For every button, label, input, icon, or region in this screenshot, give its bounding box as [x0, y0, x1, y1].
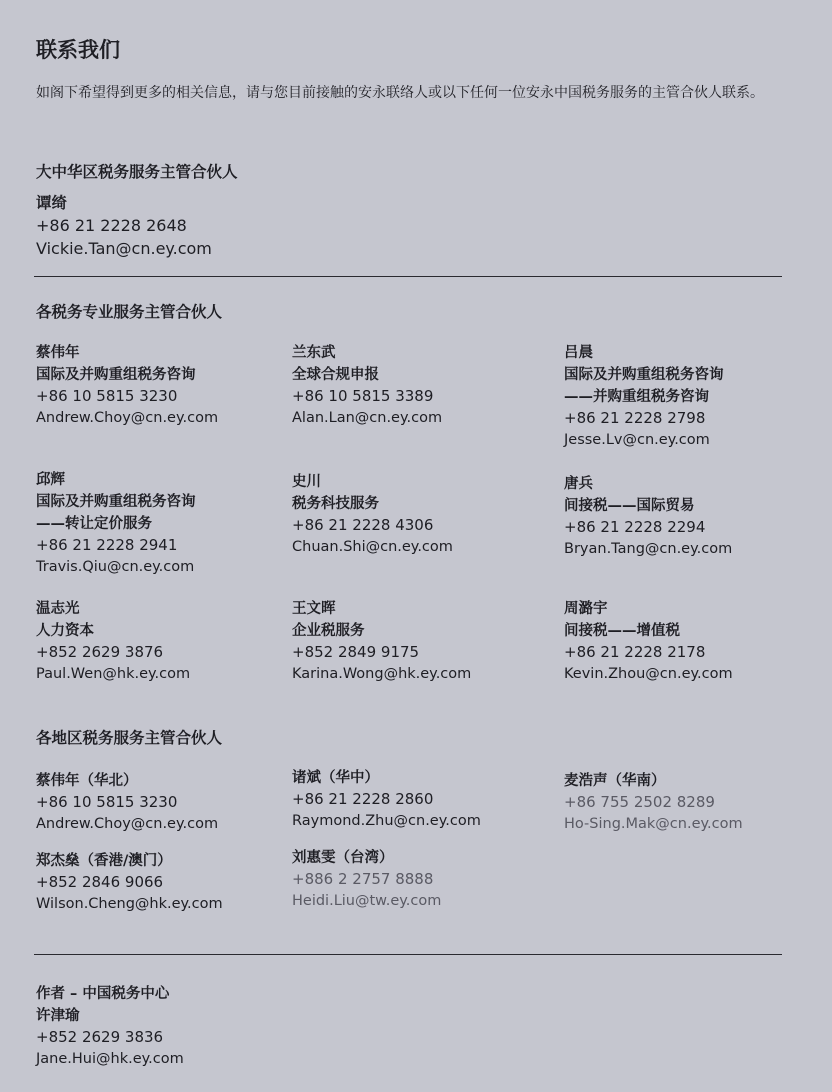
contact-name: 兰东武	[292, 345, 336, 361]
contact-phone: +852 2849 9175	[292, 643, 420, 661]
contact-name: 郑杰燊（香港/澳门）	[36, 853, 172, 869]
contact-role: ——并购重组税务咨询	[564, 389, 709, 405]
contact-name: 唐兵	[564, 476, 593, 492]
contact-role: 间接税——增值税	[564, 623, 680, 639]
contact-email[interactable]: Ho-Sing.Mak@cn.ey.com	[564, 815, 743, 832]
specialty-contact	[36, 469, 196, 578]
contact-email[interactable]: Travis.Qiu@cn.ey.com	[36, 558, 195, 575]
regional-heading: 各地区税务服务主管合伙人	[36, 729, 223, 747]
specialty-contact	[292, 471, 453, 558]
contact-phone: +86 21 2228 4306	[292, 516, 434, 534]
specialty-contact	[564, 342, 724, 451]
contact-role: 企业税服务	[292, 623, 365, 639]
contact-email[interactable]: Bryan.Tang@cn.ey.com	[564, 540, 733, 557]
contact-phone: +852 2629 3876	[36, 643, 164, 661]
contact-email[interactable]: Vickie.Tan@cn.ey.com	[36, 239, 212, 258]
contact-name: 王文晖	[292, 601, 336, 617]
author-name: 许津瑜	[36, 1008, 80, 1024]
contact-email[interactable]: Alan.Lan@cn.ey.com	[292, 409, 443, 426]
regional-contact	[292, 847, 441, 912]
contact-phone: +886 2 2757 8888	[292, 870, 434, 888]
contact-phone: +86 21 2228 2178	[564, 643, 706, 661]
contact-role: 国际及并购重组税务咨询	[564, 367, 724, 383]
contact-email[interactable]: Andrew.Choy@cn.ey.com	[36, 815, 219, 832]
contact-name: 吕晨	[564, 345, 593, 361]
page-title: 联系我们	[36, 38, 120, 62]
contact-email[interactable]: Heidi.Liu@tw.ey.com	[292, 892, 442, 909]
specialty-contact	[36, 598, 190, 685]
contact-name: 周潞宇	[564, 601, 608, 617]
specialty-contact	[292, 342, 442, 429]
specialty-contact	[564, 598, 733, 685]
regional-contact	[292, 767, 481, 832]
contact-phone: +86 10 5815 3230	[36, 387, 178, 405]
contact-role: 间接税——国际贸易	[564, 498, 695, 514]
contact-name: 邱辉	[36, 472, 65, 488]
contact-role: ——转让定价服务	[36, 516, 152, 532]
regional-contact	[36, 770, 218, 835]
greater-china-heading: 大中华区税务服务主管合伙人	[36, 163, 238, 181]
contact-name: 温志光	[36, 601, 80, 617]
contact-role: 全球合规申报	[292, 367, 379, 383]
contact-email[interactable]: Jesse.Lv@cn.ey.com	[564, 431, 710, 448]
contact-name: 麦浩声（华南）	[564, 773, 666, 789]
contact-phone: +86 755 2502 8289	[564, 793, 715, 811]
contact-role: 税务科技服务	[292, 496, 379, 512]
contact-phone: +86 21 2228 2294	[564, 518, 706, 536]
contact-phone: +86 21 2228 2648	[36, 216, 187, 235]
contact-phone: +86 21 2228 2860	[292, 790, 434, 808]
regional-contact	[36, 850, 223, 915]
contact-name: 诸斌（华中）	[292, 770, 379, 786]
contact-email[interactable]: Andrew.Choy@cn.ey.com	[36, 409, 219, 426]
specialty-contact	[36, 342, 218, 429]
contact-role: 人力资本	[36, 623, 94, 639]
contact-email[interactable]: Paul.Wen@hk.ey.com	[36, 665, 191, 682]
contact-phone: +86 10 5815 3230	[36, 793, 178, 811]
regional-contact	[564, 770, 743, 835]
specialty-heading: 各税务专业服务主管合伙人	[36, 303, 223, 321]
greater-china-contact	[36, 192, 212, 260]
contact-phone: +852 2846 9066	[36, 873, 164, 891]
contact-role: 国际及并购重组税务咨询	[36, 367, 196, 383]
section-divider	[34, 954, 782, 955]
author-email[interactable]: Jane.Hui@hk.ey.com	[36, 1050, 184, 1067]
specialty-contact	[292, 598, 471, 685]
contact-name: 刘惠雯（台湾）	[292, 850, 394, 866]
contact-email[interactable]: Raymond.Zhu@cn.ey.com	[292, 812, 481, 829]
contact-email[interactable]: Karina.Wong@hk.ey.com	[292, 665, 472, 682]
section-divider	[34, 276, 782, 277]
author-heading: 作者 – 中国税务中心	[36, 986, 170, 1002]
contact-name: 史川	[292, 474, 321, 490]
author-block	[36, 983, 184, 1070]
contact-email[interactable]: Kevin.Zhou@cn.ey.com	[564, 665, 733, 682]
intro-paragraph: 如阁下希望得到更多的相关信息，请与您目前接触的安永联络人或以下任何一位安永中国税务服务的主管合伙人联系。	[36, 85, 764, 101]
contact-name: 谭绮	[36, 194, 68, 212]
author-phone: +852 2629 3836	[36, 1028, 164, 1046]
contact-phone: +86 21 2228 2941	[36, 536, 178, 554]
contact-phone: +86 21 2228 2798	[564, 409, 706, 427]
contact-email[interactable]: Wilson.Cheng@hk.ey.com	[36, 895, 223, 912]
contact-role: 国际及并购重组税务咨询	[36, 494, 196, 510]
contact-name: 蔡伟年	[36, 345, 80, 361]
contact-name: 蔡伟年（华北）	[36, 773, 138, 789]
contact-email[interactable]: Chuan.Shi@cn.ey.com	[292, 538, 453, 555]
contact-phone: +86 10 5815 3389	[292, 387, 434, 405]
specialty-contact	[564, 473, 732, 560]
